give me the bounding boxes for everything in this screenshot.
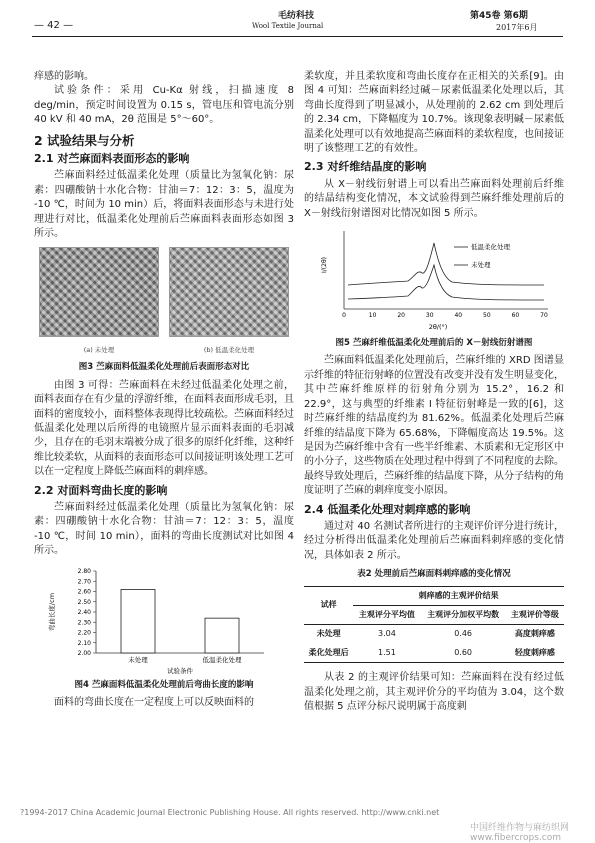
itch-table [304, 586, 564, 664]
paragraph: 由图 3 可得：苎麻面料在未经过低温柔化处理之前，面料表面存在有少量的浮游纤维，在面料表面形成毛羽，且面料的密度较小，面料整体表现得比较疏松。苎麻面料经过低温柔化处理以后所得的电镜照片显示面料表面的毛羽减少，且存在的毛羽末端被分成了很多的原纤化纤维，这种纤维比较柔软，从面料的表面形态可以间接证明该处理工艺可以在一定程度上降低苎麻面料的刺痒感。 [34, 379, 294, 478]
journal-title-en: Wool Textile Journal [252, 22, 324, 30]
table-header: 刺痒感的主观评价结果 [353, 586, 564, 605]
x-tick-label: 低温柔化处理 [202, 655, 242, 664]
right-column [304, 70, 564, 714]
paragraph: 苎麻面料低温柔化处理前后，苎麻纤维的 XRD 图谱显示纤维的特征衍射峰的位置没有改变并没有发生明显变化，其中苎麻纤维原样的衍射角分别为 15.2°，16.2 和 22.9°，这与典型的纤维素 I 特征衍射峰是一致的[6]，这时苎麻纤维的结晶度约为 81.62%。低温柔化处理后苎麻纤维的结晶度下降为 65.68%，下降幅度高达 19.5%。这是因为苎麻纤维中含有一些半纤维素、木质素和无定形区中的小分子，这些物质在处理过程中得到了不同程度的去除。最终导致处理后，苎麻纤维的结晶度下降，从分子结构的角度证明了苎麻的刺痒度变小原因。 [304, 355, 564, 497]
xrd-legend-untreated: 未处理 [471, 261, 491, 270]
y-tick-label: 2.60 [77, 588, 91, 596]
xrd-x-tick-label: 20 [397, 312, 405, 320]
xrd-y-label: I/(2θ) [321, 257, 328, 274]
left-column [34, 70, 294, 710]
y-tick-label: 2.10 [77, 639, 91, 647]
volume-issue: 第45卷 第6期 [470, 11, 528, 21]
xrd-x-tick-label: 70 [540, 312, 548, 320]
figure-sublabel: (b) 低温柔化处理 [203, 345, 255, 354]
table-cell: 0.46 [454, 629, 473, 639]
xrd-x-ticks [342, 312, 548, 319]
table-header: 主观评分加权平均数 [427, 609, 500, 619]
xrd-legend-treated: 低温柔化处理 [471, 243, 510, 252]
x-tick-label: 未处理 [128, 655, 148, 664]
y-tick-label: 2.40 [77, 608, 91, 616]
table-caption: 表2 处理前后苎麻面料刺痒感的变化情况 [357, 569, 511, 580]
table-cell: 0.60 [454, 647, 473, 657]
xrd-curve-treated [348, 243, 544, 285]
table-header: 试样 [320, 600, 337, 610]
paragraph: 面料的弯曲长度在一定程度上可以反映面料的 [54, 696, 254, 708]
journal-title-cn: 毛纺科技 [278, 11, 315, 21]
table-cell: 柔化处理后 [308, 647, 349, 657]
y-tick-label: 2.30 [77, 618, 91, 626]
figure-caption: 图3 苎麻面料低温柔化处理前后表面形态对比 [78, 362, 250, 373]
y-axis-label: 弯曲长度/cm [48, 592, 56, 631]
figure-caption: 图5 苎麻纤维低温柔化处理前后的 X－射线衍射谱图 [335, 338, 533, 349]
page-number: — 42 — [34, 20, 74, 31]
sem-image-untreated [39, 247, 159, 337]
paragraph: 通过对 40 名测试者所进行的主观评价评分进行统计，经过分析得出低温柔化处理前后苎麻面料刺痒感的变化情况，具体如表 2 所示。 [304, 520, 564, 561]
table-row [304, 644, 564, 663]
y-tick-label: 2.70 [77, 577, 91, 585]
paragraph: 试验条件：采用 Cu-Kα 射线，扫描速度 8 deg/min，预定时间设置为 0.15 s，管电压和管电流分别 40 kV 和 40 mA，2θ 范围是 5°～60°。 [34, 85, 294, 126]
paragraph: 从 X－射线衍射谱上可以看出苎麻面料处理前后纤维的结晶结构变化情况，本文试验得到苎麻纤维处理前后的 X－射线衍射谱图对比情况如图 5 所示。 [304, 178, 564, 219]
copyright-footer: ?1994-2017 China Academic Journal Electronic Publishing House. All rights reserved. http://www.cnki.net [20, 808, 440, 817]
y-tick-label: 2.50 [77, 598, 91, 606]
paragraph: 苎麻面料经过低温柔化处理（质量比为氢氧化钠：尿素：四硼酸钠十水化合物：甘油＝7：12：3：5，温度为 -10 ℃，时间为 10 min）后，将面料表面形态与未进行处理进行对比，低温柔化处理前后苎麻面料表面形态如图 3 所示。 [34, 170, 294, 240]
table-cell: 高度刺痒感 [514, 629, 555, 639]
watermark: 中国纤维作物与麻纺织网 www.fibercrops.com [470, 823, 570, 843]
xrd-x-tick-label: 40 [454, 312, 463, 320]
table-cell: 轻度刺痒感 [514, 647, 555, 657]
subsection-heading: 2.2 对面料弯曲长度的影响 [34, 483, 168, 497]
y-tick-label: 2.80 [77, 567, 91, 575]
xrd-chart [304, 225, 564, 333]
table-header: 主观评价等级 [510, 609, 559, 619]
paragraph: 苎麻面料经过低温柔化处理（质量比为氢氧化钠：尿素：四硼酸钠十水化合物：甘油＝7：12：3：5，温度 -10 ℃，时间 10 min），面料的弯曲长度测试对比如图 4 所示。 [34, 501, 294, 557]
xrd-x-label: 2θ/(°) [428, 323, 448, 332]
issue-date: 2017年6月 [496, 23, 538, 32]
x-axis-label: 试验条件 [167, 666, 193, 675]
section-heading: 2 试验结果与分析 [34, 132, 135, 148]
paragraph: 柔软度，并且柔软度和弯曲长度存在正相关的关系[9]。由图 4 可知：苎麻面料经过碱－尿素低温柔化处理以后，其弯曲长度得到了明显减小，从处理前的 2.62 cm 到处理后的 2.34 cm，下降幅度为 10.7%。该现象表明碱－尿素低温柔化处理可以有效地提高苎麻面料的柔软程度，也间接证明了该整理工艺的有效性。 [304, 71, 564, 155]
paragraph: 从表 2 的主观评价结果可知：苎麻面料在没有经过低温柔化处理之前，其主观评价分的平均值为 3.04，这个数值根据 5 点评分标尺说明属于高度刺 [304, 672, 564, 712]
bending-length-chart [34, 563, 294, 675]
table-header: 主观评分平均值 [358, 609, 415, 619]
subsection-heading: 2.3 对纤维结晶度的影响 [304, 160, 427, 174]
figure-caption: 图4 苎麻面料低温柔化处理前后弯曲长度的影响 [74, 679, 254, 690]
y-tick-label: 2.20 [77, 629, 91, 637]
table-cell: 未处理 [316, 629, 341, 639]
figure-3 [34, 247, 294, 357]
xrd-curve-untreated [348, 265, 544, 300]
bar [121, 589, 155, 653]
header-rule [32, 36, 563, 37]
xrd-x-tick-label: 60 [511, 312, 520, 320]
bar [205, 618, 239, 653]
y-tick-label: 2.00 [77, 649, 91, 657]
table-cell: 1.51 [378, 647, 396, 657]
table-row [304, 625, 564, 644]
subsection-heading: 2.4 低温柔化处理对刺痒感的影响 [304, 502, 471, 516]
xrd-x-tick-label: 50 [483, 312, 491, 320]
xrd-x-tick-label: 0 [342, 312, 346, 320]
sem-image-treated [169, 247, 289, 337]
xrd-x-tick-label: 30 [425, 312, 434, 320]
xrd-x-tick-label: 10 [368, 312, 377, 320]
paragraph: 痒感的影响。 [34, 71, 94, 82]
figure-sublabel: (a) 未处理 [83, 345, 115, 354]
subsection-heading: 2.1 对苎麻面料表面形态的影响 [34, 152, 190, 166]
table-cell: 3.04 [378, 629, 396, 639]
